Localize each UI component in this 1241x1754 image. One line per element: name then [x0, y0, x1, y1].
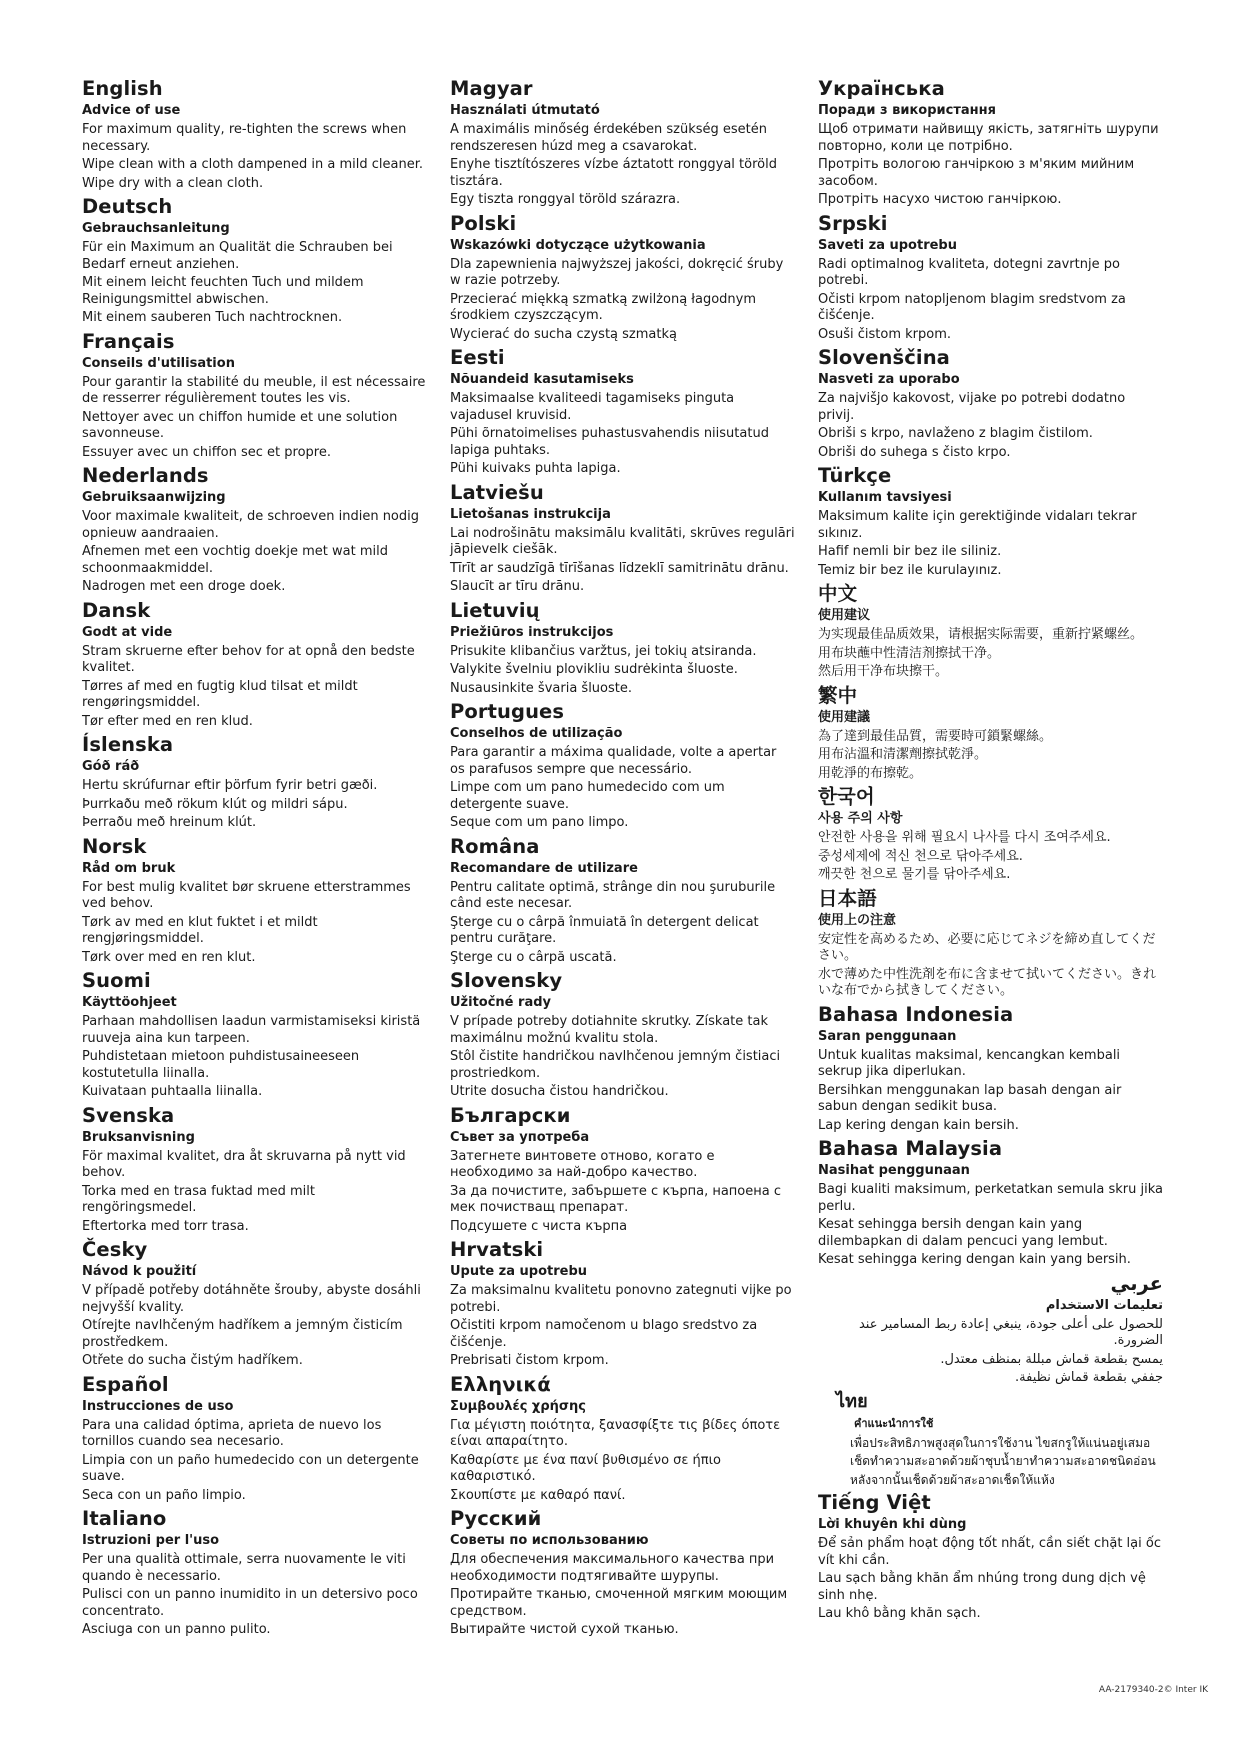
advice-subtitle: Nasveti za uporabo: [818, 372, 960, 387]
language-heading: Nederlands: [82, 464, 209, 487]
instruction-text: Şterge cu o cârpă înmuiată în detergent delicat pentru curăţare.: [450, 914, 759, 946]
language-section: [450, 211, 795, 344]
advice-subtitle: Kullanım tavsiyesi: [818, 490, 952, 505]
advice-subtitle: Instrucciones de uso: [82, 1398, 234, 1414]
advice-subtitle: 使用上の注意: [818, 912, 897, 928]
instruction-text: 用布沾溫和清潔劑擦拭乾淨。: [818, 747, 988, 762]
instruction-text: Lai nodrošinātu maksimālu kvalitāti, skrūves regulāri jāpievelk ciešāk.: [450, 525, 795, 557]
instruction-text: Pentru calitate optimă, strânge din nou şuruburile când este necesar.: [450, 879, 776, 911]
instruction-text: Lau sạch bằng khăn ẩm nhúng trong dung dịch vệ sinh nhẹ.: [818, 1571, 1146, 1603]
language-heading: Türkçe: [818, 464, 892, 487]
instruction-text: Obriši s krpo, navlaženo z blagim čistilom.: [818, 426, 1093, 441]
instruction-text: Для обеспечения максимального качества при необходимости подтягивайте шурупы.: [450, 1552, 775, 1584]
language-heading: Français: [82, 329, 175, 353]
language-heading: Svenska: [82, 1103, 175, 1127]
instruction-text: Tørk av med en klut fuktet i et mildt rengjøringsmiddel.: [82, 914, 318, 946]
instruction-text: Parhaan mahdollisen laadun varmistamiseksi kiristä ruuveja aina kun tarpeen.: [82, 1014, 421, 1046]
instruction-text: Για μέγιστη ποιότητα, ξανασφίξτε τις βίδες όποτε είναι απαραίτητο.: [450, 1417, 781, 1449]
instruction-text: 用布块蘸中性清洁剂擦拭干净。: [818, 645, 1001, 661]
language-section: [82, 329, 427, 462]
instruction-text: V prípade potreby dotiahnite skrutky. Získate tak maximálnu možnú kvalitu stola.: [450, 1014, 768, 1046]
language-heading: Suomi: [82, 969, 151, 992]
language-heading: Slovensky: [450, 969, 563, 992]
instruction-text: Prebrisati čistom krpom.: [450, 1353, 609, 1368]
instruction-text: Вытирайте чистой сухой тканью.: [450, 1622, 679, 1637]
instruction-text: Þurrkaðu með rökum klút og mildri sápu.: [82, 796, 348, 812]
language-section: [818, 886, 1163, 1000]
language-heading: 한국어: [818, 785, 875, 808]
instruction-text: Torka med en trasa fuktad med milt rengöringsmedel.: [82, 1183, 315, 1215]
instruction-text: Egy tiszta ronggyal töröld szárazra.: [450, 192, 681, 207]
language-section: [818, 1490, 1163, 1623]
instruction-text: جففي بقطعة قماش نظيفة.: [1015, 1370, 1163, 1385]
language-section: [450, 480, 795, 596]
instruction-text: Utrite dosucha čistou handričkou.: [450, 1084, 669, 1099]
advice-subtitle: 사용 주의 사항: [818, 811, 903, 826]
advice-subtitle: Saveti za upotrebu: [818, 237, 957, 253]
instruction-text: Nettoyer avec un chiffon humide et une solution savonneuse.: [82, 409, 398, 441]
instruction-text: Seca con un paño limpio.: [82, 1487, 246, 1503]
language-section: [818, 683, 1163, 783]
column-2: [450, 76, 795, 1641]
language-heading: Portugues: [450, 700, 565, 723]
instruction-text: เช็ดทำความสะอาดด้วยผ้าชุบน้ำยาทำความสะอาดชนิดอ่อน: [850, 1454, 1156, 1468]
instruction-text: Para una calidad óptima, aprieta de nuevo los tornillos cuando sea necesario.: [82, 1417, 382, 1449]
instruction-text: Eftertorka med torr trasa.: [82, 1218, 249, 1234]
instruction-text: Mit einem leicht feuchten Tuch und mildem Reinigungsmittel abwischen.: [82, 275, 364, 307]
language-section: [818, 581, 1163, 681]
instruction-text: Wycierać do sucha czystą szmatką: [450, 326, 677, 342]
language-section: [818, 1271, 1163, 1387]
advice-subtitle: تعليمات الاستخدام: [1045, 1297, 1163, 1313]
instruction-text: Slaucīt ar tīru drānu.: [450, 579, 585, 594]
language-heading: Bahasa Indonesia: [818, 1002, 1014, 1026]
instruction-text: Затегнете винтовете отново, когато е необходимо за най-добро качество.: [450, 1148, 715, 1180]
instruction-text: Za maksimalnu kvalitetu ponovno zategnuti vijke po potrebi.: [450, 1283, 792, 1315]
instruction-text: Asciuga con un panno pulito.: [82, 1622, 271, 1637]
instruction-text: Stôl čistite handričkou navlhčenou jemným čistiaci prostriedkom.: [450, 1049, 781, 1081]
instruction-text: Bersihkan menggunakan lap basah dengan air sabun dengan sedikit busa.: [818, 1082, 1122, 1114]
instruction-text: Tīrīt ar saudzīgā tīrīšanas līdzeklī samitrinātu drānu.: [450, 560, 789, 576]
instruction-text: Otřete do sucha čistým hadříkem.: [82, 1353, 303, 1368]
instruction-text: Radi optimalnog kvaliteta, dotegni zavrtnje po potrebi.: [818, 256, 1120, 288]
instruction-text: Enyhe tisztítószeres vízbe áztatott ronggyal töröld tisztára.: [450, 157, 777, 189]
language-heading: Srpski: [818, 211, 888, 235]
instruction-text: Подсушете с чиста кърпа: [450, 1218, 628, 1234]
advice-subtitle: Istruzioni per l'uso: [82, 1533, 220, 1548]
instruction-text: Lap kering dengan kain bersih.: [818, 1117, 1019, 1133]
instruction-text: Протирайте тканью, смоченной мягким моющим средством.: [450, 1587, 788, 1619]
language-section: [818, 1002, 1163, 1135]
instruction-text: 안전한 사용을 위해 필요시 나사를 다시 조여주세요.: [818, 830, 1111, 845]
advice-subtitle: Советы по использованию: [450, 1533, 649, 1548]
instruction-text: Tørres af med en fugtig klud tilsat et mildt rengøringsmiddel.: [82, 678, 358, 710]
instruction-text: Hafif nemli bir bez ile siliniz.: [818, 544, 1002, 559]
language-heading: Italiano: [82, 1507, 167, 1530]
advice-subtitle: Conselhos de utilização: [450, 726, 623, 741]
language-section: [818, 784, 1163, 884]
advice-subtitle: Поради з використання: [818, 103, 996, 118]
language-section: [818, 463, 1163, 579]
advice-subtitle: Használati útmutató: [450, 103, 600, 118]
instruction-text: Maksimum kalite için gerektiğinde vidaları tekrar sıkınız.: [818, 509, 1137, 541]
language-section: [82, 463, 427, 596]
instruction-text: Očisti krpom natopljenom blagim sredstvom za čišćenje.: [818, 291, 1126, 323]
language-heading: ไทย: [836, 1390, 868, 1412]
instruction-text: Essuyer avec un chiffon sec et propre.: [82, 444, 331, 460]
instruction-text: Dla zapewnienia najwyższej jakości, dokręcić śruby w razie potrzeby.: [450, 256, 784, 288]
language-section: [450, 76, 795, 209]
instruction-text: V případě potřeby dotáhněte šrouby, abyste dosáhli nejvyšší kvality.: [82, 1283, 421, 1315]
language-heading: Español: [82, 1372, 169, 1396]
instruction-text: Očistiti krpom namočenom u blago sredstvo za čišćenje.: [450, 1318, 758, 1350]
column-1: [82, 76, 427, 1641]
language-heading: Українська: [818, 77, 945, 100]
instruction-text: 水で薄めた中性洗剤を布に含ませて拭いてください。きれいな布でから拭きしてください。: [818, 966, 1157, 998]
instruction-text: Puhdistetaan mietoon puhdistusaineeseen kostutetulla liinalla.: [82, 1049, 360, 1081]
instruction-text: 깨끗한 천으로 물기를 닦아주세요.: [818, 867, 1011, 882]
instruction-text: Przecierać miękką szmatką zwilżoną łagodnym środkiem czyszczącym.: [450, 291, 757, 323]
instruction-text: Σκουπίστε με καθαρό πανί.: [450, 1487, 626, 1503]
instruction-text: 用乾淨的布擦乾。: [818, 765, 923, 781]
language-heading: Dansk: [82, 598, 151, 622]
language-heading: Slovenščina: [818, 346, 950, 369]
language-heading: 日本語: [818, 886, 877, 910]
instruction-text: Kesat sehingga kering dengan kain yang bersih.: [818, 1252, 1131, 1267]
instruction-text: Протріть насухо чистою ганчіркою.: [818, 192, 1062, 207]
language-section: [818, 1136, 1163, 1269]
advice-subtitle: Συμβουλές χρήσης: [450, 1398, 586, 1414]
language-section: [450, 968, 795, 1101]
instruction-text: Voor maximale kwaliteit, de schroeven indien nodig opnieuw aandraaien.: [82, 509, 420, 541]
advice-subtitle: Conseils d'utilisation: [82, 355, 235, 371]
instruction-text: A maximális minőség érdekében szükség esetén rendszeresen húzd meg a csavarokat.: [450, 122, 768, 154]
language-heading: Polski: [450, 211, 517, 235]
instruction-text: เพื่อประสิทธิภาพสูงสุดในการใช้งาน ไขสกรูให้แน่นอยู่เสมอ: [850, 1435, 1151, 1450]
instruction-text: หลังจากนั้นเช็ดด้วยผ้าสะอาดเช็ดให้แห้ง: [850, 1472, 1055, 1487]
language-heading: Bahasa Malaysia: [818, 1137, 1003, 1160]
advice-subtitle: Gebrauchsanleitung: [82, 221, 230, 236]
language-heading: Latviešu: [450, 480, 544, 504]
language-section: [82, 76, 427, 192]
language-heading: عربي: [1110, 1271, 1163, 1295]
instruction-text: Osuši čistom krpom.: [818, 326, 952, 342]
language-section: [450, 1506, 795, 1639]
advice-subtitle: 使用建议: [818, 608, 871, 623]
advice-subtitle: Nõuandeid kasutamiseks: [450, 372, 634, 387]
instruction-text: Untuk kualitas maksimal, kencangkan kembali sekrup jika diperlukan.: [818, 1047, 1121, 1079]
document-reference: AA-2179340-2© Inter IK: [1098, 1685, 1208, 1695]
instruction-text: Để sản phẩm hoạt động tốt nhất, cần siết chặt lại ốc vít khi cần.: [818, 1536, 1161, 1568]
instruction-text: Καθαρίστε με ένα πανί βυθισμένο σε ήπιο καθαριστικό.: [450, 1452, 721, 1484]
language-heading: Norsk: [82, 834, 147, 858]
language-section: [82, 194, 427, 327]
advice-subtitle: Upute za upotrebu: [450, 1264, 588, 1279]
instruction-text: Maksimaalse kvaliteedi tagamiseks pinguta vajadusel kruvisid.: [450, 391, 735, 423]
language-section: [450, 699, 795, 832]
language-section: [82, 598, 427, 731]
instruction-text: Obriši do suhega s čisto krpo.: [818, 444, 1011, 460]
language-section: [818, 76, 1163, 209]
instruction-text: Prisukite klibančius varžtus, jei tokių atsiranda.: [450, 643, 757, 659]
language-section: [450, 1237, 795, 1370]
instruction-text: Bagi kualiti maksimum, perketatkan semula skru jika perlu.: [818, 1182, 1164, 1214]
instruction-text: Протріть вологою ганчіркою з м'яким мийним засобом.: [818, 157, 1135, 189]
language-section: [450, 1103, 795, 1236]
instruction-text: 중성세제에 적신 천으로 닦아주세요.: [818, 848, 1023, 864]
language-heading: Româna: [450, 834, 540, 858]
advice-subtitle: Wskazówki dotyczące użytkowania: [450, 237, 706, 253]
instruction-text: Kuivataan puhtaalla liinalla.: [82, 1084, 263, 1099]
instruction-text: Pour garantir la stabilité du meuble, il est nécessaire de resserrer régulièrement toutes les vis.: [82, 374, 426, 406]
instruction-text: За да почистите, забършете с кърпа, напоена с мек почистващ препарат.: [450, 1183, 781, 1215]
language-section: [450, 1372, 795, 1505]
advice-subtitle: Saran penggunaan: [818, 1028, 957, 1044]
column-3: [818, 76, 1163, 1625]
language-section: [818, 211, 1163, 344]
instruction-text: Valykite švelniu plovikliu sudrėkinta šluoste.: [450, 662, 738, 677]
instruction-text: För maximal kvalitet, dra åt skruvarna på nytt vid behov.: [82, 1148, 406, 1180]
language-section: [82, 968, 427, 1101]
instruction-text: Lau khô bằng khăn sạch.: [818, 1606, 981, 1621]
instruction-text: Mit einem sauberen Tuch nachtrocknen.: [82, 310, 343, 325]
instruction-text: Kesat sehingga bersih dengan kain yang dilembapkan di dalam pencuci yang lembut.: [818, 1217, 1108, 1249]
advice-subtitle: Lời khuyên khi dùng: [818, 1517, 967, 1532]
language-heading: Tiếng Việt: [818, 1491, 931, 1514]
language-section: [82, 1372, 427, 1505]
advice-subtitle: Advice of use: [82, 103, 181, 118]
instruction-text: Limpia con un paño humedecido con un detergente suave.: [82, 1452, 419, 1484]
instruction-text: 安定性を高めるため、必要に応じてネジを締め直してください。: [818, 931, 1156, 963]
language-heading: Magyar: [450, 77, 533, 100]
advice-subtitle: Góð ráð: [82, 759, 140, 774]
advice-subtitle: Nasihat penggunaan: [818, 1163, 970, 1178]
advice-subtitle: Godt at vide: [82, 624, 173, 640]
instruction-text: Þerraðu með hreinum klút.: [82, 815, 257, 830]
advice-subtitle: Užitočné rady: [450, 995, 551, 1010]
instruction-text: Pühi õrnatoimelises puhastusvahendis niisutatud lapiga puhtaks.: [450, 426, 769, 458]
instruction-text: Hertu skrúfurnar eftir þörfum fyrir betri gæði.: [82, 778, 378, 793]
advice-subtitle: Lietošanas instrukcija: [450, 506, 611, 522]
instruction-text: Seque com um pano limpo.: [450, 815, 629, 830]
language-heading: Български: [450, 1103, 571, 1127]
instruction-text: Pühi kuivaks puhta lapiga.: [450, 461, 621, 476]
language-section: [82, 732, 427, 832]
language-heading: Íslenska: [82, 733, 174, 756]
language-section: [82, 834, 427, 967]
language-heading: Русский: [450, 1507, 542, 1530]
instruction-text: Щоб отримати найвищу якість, затягніть шурупи повторно, коли це потрібно.: [818, 122, 1159, 154]
instruction-text: Per una qualità ottimale, serra nuovamente le viti quando è necessario.: [82, 1552, 406, 1584]
instruction-text: Za najvišjo kakovost, vijake po potrebi dodatno privij.: [818, 391, 1126, 423]
instruction-text: Nadrogen met een droge doek.: [82, 579, 286, 594]
advice-subtitle: Gebruiksaanwijzing: [82, 490, 226, 505]
instruction-text: للحصول على أعلى جودة، ينبغي إعادة ربط المسامير عند الضرورة.: [858, 1316, 1163, 1348]
advice-subtitle: Recomandare de utilizare: [450, 860, 638, 876]
instruction-text: 為了達到最佳品質，需要時可鎖緊螺絲。: [818, 728, 1053, 744]
language-heading: 繁中: [818, 683, 858, 707]
instruction-text: Para garantir a máxima qualidade, volte a apertar os parafusos sempre que necessário.: [450, 745, 777, 777]
instruction-text: Nusausinkite švaria šluoste.: [450, 680, 632, 696]
language-section: [450, 834, 795, 967]
instruction-text: Afnemen met een vochtig doekje met wat mild schoonmaakmiddel.: [82, 544, 388, 576]
language-heading: Lietuvių: [450, 598, 540, 622]
language-heading: Eesti: [450, 346, 505, 369]
language-section: [818, 345, 1163, 461]
instruction-text: For best mulig kvalitet bør skruene etterstrammes ved behov.: [82, 879, 411, 911]
language-section: [450, 598, 795, 698]
language-section: [82, 1237, 427, 1370]
language-heading: Ελληνικά: [450, 1372, 551, 1396]
advice-subtitle: Priežiūros instrukcijos: [450, 624, 614, 640]
instruction-text: Temiz bir bez ile kurulayınız.: [818, 562, 1002, 578]
language-section: [82, 1103, 427, 1236]
advice-subtitle: 使用建議: [818, 709, 871, 725]
advice-subtitle: Råd om bruk: [82, 860, 176, 876]
advice-subtitle: Návod k použití: [82, 1264, 197, 1279]
advice-subtitle: Съвет за употреба: [450, 1129, 590, 1145]
instruction-text: Für ein Maximum an Qualität die Schrauben bei Bedarf erneut anziehen.: [82, 240, 393, 272]
language-section: [82, 1506, 427, 1639]
advice-subtitle: Käyttöohjeet: [82, 995, 177, 1010]
instruction-text: Limpe com um pano humedecido com um detergente suave.: [450, 780, 725, 812]
language-heading: Hrvatski: [450, 1238, 544, 1261]
instruction-text: Stram skruerne efter behov for at opnå den bedste kvalitet.: [82, 643, 415, 675]
instruction-text: Tørk over med en ren klut.: [82, 949, 256, 965]
language-heading: English: [82, 77, 163, 100]
advice-subtitle: Bruksanvisning: [82, 1129, 195, 1145]
instruction-text: Tør efter med en ren klud.: [82, 713, 253, 729]
instruction-text: Şterge cu o cârpă uscată.: [450, 949, 617, 965]
language-heading: Česky: [82, 1238, 148, 1261]
instruction-text: يمسح بقطعة قماش مبللة بمنظف معتدل.: [940, 1351, 1163, 1367]
instruction-text: 为实现最佳品质效果，请根据实际需要，重新拧紧螺丝。: [818, 627, 1144, 642]
language-heading: Deutsch: [82, 195, 173, 218]
language-section: [450, 345, 795, 478]
advice-subtitle: คำแนะนำการใช้: [854, 1416, 934, 1430]
instruction-text: 然后用干净布块擦干。: [818, 664, 949, 679]
language-heading: 中文: [818, 582, 858, 605]
instruction-text: Pulisci con un panno inumidito in un detersivo poco concentrato.: [82, 1587, 418, 1619]
instruction-text: Wipe dry with a clean cloth.: [82, 175, 264, 191]
language-section: [818, 1389, 1163, 1489]
instruction-text: Otírejte navlhčeným hadříkem a jemným čisticím prostředkem.: [82, 1318, 403, 1350]
instruction-text: For maximum quality, re-tighten the screws when necessary.: [82, 122, 407, 154]
instruction-text: Wipe clean with a cloth dampened in a mild cleaner.: [82, 157, 424, 172]
